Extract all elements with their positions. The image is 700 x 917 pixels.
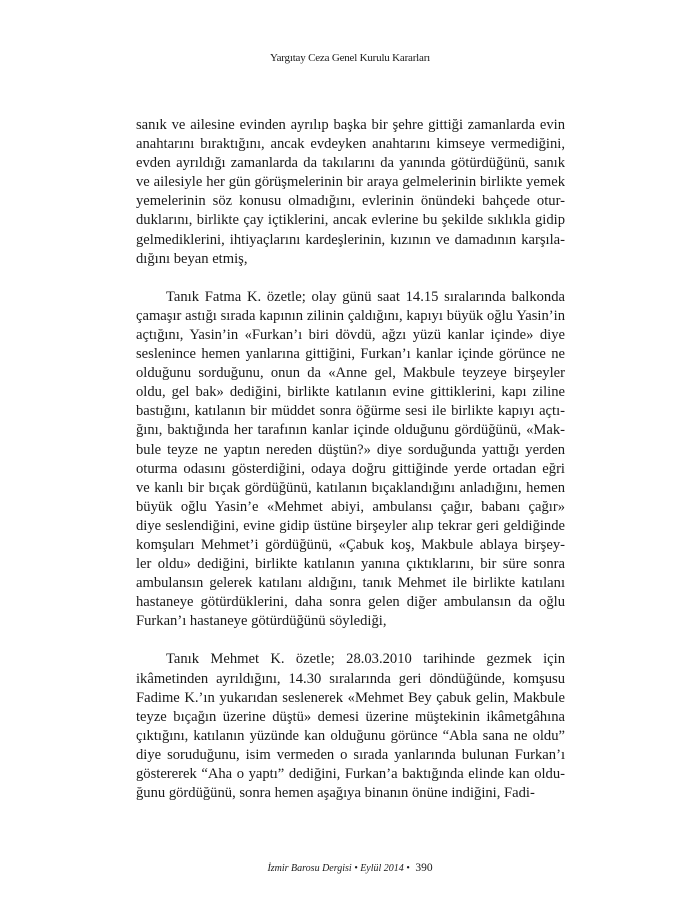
paragraph: [136, 650, 565, 803]
page-number: 390: [415, 862, 433, 874]
text-line: seslenince hemen yanlarına gittiğini, Furkan’ı kanlar içinde görünce ne: [136, 346, 565, 363]
text-line: duklarını, birlikte çay içtiklerini, ancak evlerine bu şekilde sıklıkla gidip: [136, 212, 565, 229]
text-line: evden ayrıldığı zamanlarda da takılarını da yanında götürdüğünü, sanık: [136, 155, 565, 172]
text-line: Tanık Mehmet K. özetle; 28.03.2010 tarihinde gezmek için: [166, 651, 565, 668]
text-line: ambulansın gelerek katılanı aldığını, tanık Mehmet ile birlikte katılanı: [136, 575, 565, 592]
text-line: ve ailesiyle her gün görüşmelerinin bir araya gelmelerinin birlikte yemek: [136, 174, 565, 191]
text-line: Furkan’ı hastaneye götürdüğünü söylediği,: [136, 613, 387, 630]
text-line: Tanık Fatma K. özetle; olay günü saat 14.15 sıralarında balkonda: [166, 288, 565, 305]
text-line: yemelerinin söz konusu olmadığını, evlerinin önündeki bahçede otur-: [136, 193, 565, 210]
text-line: bule teyze ne yaptın nereden düştün?» diye sorduğunda yattığı yerden: [136, 441, 565, 458]
text-line: çamaşır astığı sırada kapının zilinin çaldığını, kapıyı büyük oğlu Yasin’in: [136, 307, 565, 324]
text-line: Fadime K.’ın yukarıdan seslenerek «Mehmet Bey çabuk gelin, Makbule: [136, 689, 565, 706]
text-line: diye seslendiğini, evine gidip üstüne birşeyler alıp tekrar geri geldiğinde: [136, 517, 565, 534]
running-header: Yargıtay Ceza Genel Kurulu Kararları: [269, 52, 431, 64]
text-line: ler oldu» dediğini, birlikte katılanın yanına çıktıklarını, bir süre sonra: [136, 556, 565, 573]
text-line: oturma odasını gösterdiğini, odaya doğru gittiğinde yerde ortadan eğri: [136, 460, 565, 477]
text-line: teyze bıçağın üzerine düştü» demesi üzerine müştekinin ikâmetgâhına: [136, 708, 565, 725]
text-line: bastığını, katılanın bir müddet sonra öğürme sesi ile birlikte kapıyı açtı-: [136, 403, 565, 420]
text-line: dığını beyan etmiş,: [136, 250, 248, 267]
text-line: çıktığını, katılanın yüzünde kan olduğunu görünce “Abla sana ne oldu”: [136, 727, 565, 744]
text-line: komşuları Mehmet’i gördüğünü, «Çabuk koş, Makbule ablaya birşey-: [136, 536, 565, 553]
text-line: açtığını, Yasin’in «Furkan’ı biri dövdü, ağzı yüzü kanlar içinde» diye: [136, 326, 565, 343]
text-line: olduğunu sorduğunu, onun da «Anne gel, Makbule teyzeye birşeyler: [136, 365, 565, 382]
text-line: hastaneye götürdüklerini, daha sonra gelen diğer ambulansın da oğlu: [136, 594, 565, 611]
text-line: diye soruduğunu, isim vermeden o sırada yanlarında bulunan Furkan’ı: [136, 746, 565, 763]
text-line: ğunu gördüğünü, sonra hemen aşağıya binanın önüne indiğini, Fadi-: [136, 785, 535, 802]
text-line: sanık ve ailesine evinden ayrılıp başka bir şehre gittiği zamanlarda evin: [136, 117, 565, 133]
text-line: oldu, gel bak» dediğini, birlikte katılanın evine gittiklerini, kapı ziline: [136, 384, 565, 401]
text-line: ğını, baktığında her tarafının kanlar içinde olduğunu gördüğünü, «Mak-: [136, 422, 565, 439]
text-line: ve kanlı bir bıçak gördüğünü, katılanın bıçaklandığını anladığını, hemen: [136, 479, 565, 496]
text-line: büyük oğlu Yasin’e «Mehmet abiyi, ambulansı çağır, babanı çağır»: [136, 498, 565, 515]
page-footer: [0, 862, 700, 874]
journal-citation: İzmir Barosu Dergisi • Eylül 2014 •: [267, 863, 410, 874]
text-line: anahtarını bıraktığını, ancak evdeyken anahtarını kimseye vermediğini,: [136, 136, 565, 153]
document-body: [136, 116, 565, 822]
paragraph: [136, 116, 565, 269]
text-line: göstererek “Aha o yaptı” dediğini, Furkan’a baktığında elinde kan oldu-: [136, 766, 565, 782]
text-line: gelmediklerini, ihtiyaçlarını kardeşlerinin, kızının ve damadının karşıla-: [136, 231, 565, 248]
paragraph: [136, 288, 565, 632]
text-line: ikâmetinden ayrıldığını, 14.30 sıralarında geri döndüğünde, komşusu: [136, 670, 565, 687]
